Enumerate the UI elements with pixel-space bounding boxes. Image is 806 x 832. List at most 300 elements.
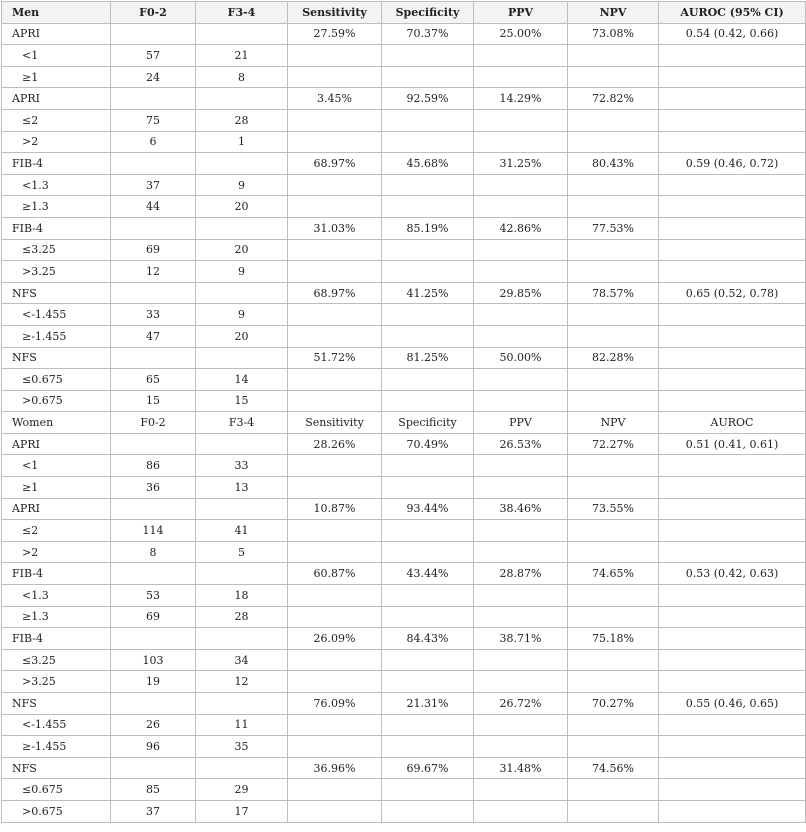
index-label-cell: FIB-4 (2, 563, 111, 585)
value-cell: 25.00% (474, 23, 568, 45)
value-cell: 85 (111, 779, 196, 801)
cutoff-label-cell: ≥-1.455 (2, 325, 111, 347)
table-row (2, 23, 806, 45)
value-cell (382, 779, 474, 801)
value-cell (474, 261, 568, 283)
index-label-cell: FIB-4 (2, 628, 111, 650)
value-cell: 19 (111, 671, 196, 693)
value-cell: 57 (111, 45, 196, 67)
value-cell (196, 433, 288, 455)
value-cell (288, 325, 382, 347)
value-cell: 15 (111, 390, 196, 412)
value-cell (568, 66, 659, 88)
value-cell (474, 109, 568, 131)
value-cell: 69.67% (382, 757, 474, 779)
value-cell (382, 800, 474, 822)
header-cell: Sensitivity (288, 2, 382, 24)
header-cell: PPV (474, 2, 568, 24)
index-label-cell: NFS (2, 282, 111, 304)
subheader-cell: Sensitivity (288, 412, 382, 434)
header-cell: Men (2, 2, 111, 24)
value-cell: 21 (196, 45, 288, 67)
value-cell (196, 153, 288, 175)
value-cell (111, 563, 196, 585)
table-row (2, 153, 806, 175)
value-cell: 72.82% (568, 88, 659, 110)
value-cell (288, 606, 382, 628)
value-cell (196, 217, 288, 239)
cutoff-label-cell: <-1.455 (2, 304, 111, 326)
value-cell (382, 606, 474, 628)
table-row (2, 498, 806, 520)
value-cell (382, 390, 474, 412)
value-cell: 31.48% (474, 757, 568, 779)
value-cell (196, 757, 288, 779)
value-cell (568, 649, 659, 671)
value-cell: 68.97% (288, 153, 382, 175)
table-row (2, 217, 806, 239)
table-row (2, 455, 806, 477)
index-label-cell: APRI (2, 23, 111, 45)
value-cell: 82.28% (568, 347, 659, 369)
table-row (2, 196, 806, 218)
value-cell: 24 (111, 66, 196, 88)
value-cell (111, 282, 196, 304)
value-cell (111, 88, 196, 110)
value-cell (288, 477, 382, 499)
value-cell (659, 606, 806, 628)
cutoff-label-cell: ≤3.25 (2, 649, 111, 671)
women-header-section (2, 412, 806, 434)
value-cell (659, 174, 806, 196)
value-cell (382, 109, 474, 131)
value-cell: 60.87% (288, 563, 382, 585)
value-cell (659, 196, 806, 218)
value-cell (659, 585, 806, 607)
value-cell (382, 196, 474, 218)
value-cell (568, 304, 659, 326)
value-cell (568, 585, 659, 607)
value-cell: 29.85% (474, 282, 568, 304)
cutoff-label-cell: ≤3.25 (2, 239, 111, 261)
table-row (2, 757, 806, 779)
value-cell (474, 304, 568, 326)
value-cell: 38.46% (474, 498, 568, 520)
value-cell (288, 109, 382, 131)
index-label-cell: APRI (2, 88, 111, 110)
cutoff-label-cell: ≥1.3 (2, 606, 111, 628)
value-cell: 65 (111, 369, 196, 391)
value-cell (382, 369, 474, 391)
value-cell: 41.25% (382, 282, 474, 304)
value-cell: 27.59% (288, 23, 382, 45)
value-cell (382, 131, 474, 153)
cutoff-label-cell: ≥1 (2, 477, 111, 499)
value-cell: 42.86% (474, 217, 568, 239)
table-row (2, 649, 806, 671)
header-cell: NPV (568, 2, 659, 24)
value-cell (659, 714, 806, 736)
value-cell (474, 800, 568, 822)
value-cell (382, 541, 474, 563)
value-cell (474, 541, 568, 563)
value-cell: 13 (196, 477, 288, 499)
value-cell: 29 (196, 779, 288, 801)
table-row (2, 239, 806, 261)
value-cell: 74.65% (568, 563, 659, 585)
value-cell (111, 217, 196, 239)
value-cell: 15 (196, 390, 288, 412)
value-cell (196, 628, 288, 650)
table-row (2, 109, 806, 131)
value-cell: 70.27% (568, 693, 659, 715)
table-row (2, 261, 806, 283)
value-cell (288, 239, 382, 261)
value-cell (659, 455, 806, 477)
cutoff-label-cell: >3.25 (2, 671, 111, 693)
value-cell: 73.08% (568, 23, 659, 45)
value-cell: 36 (111, 477, 196, 499)
value-cell (659, 45, 806, 67)
header-cell: F0-2 (111, 2, 196, 24)
value-cell: 1 (196, 131, 288, 153)
cutoff-label-cell: ≥1 (2, 66, 111, 88)
value-cell: 92.59% (382, 88, 474, 110)
table-row (2, 325, 806, 347)
value-cell: 0.59 (0.46, 0.72) (659, 153, 806, 175)
value-cell (568, 174, 659, 196)
value-cell (474, 196, 568, 218)
men-section (2, 23, 806, 412)
value-cell (288, 736, 382, 758)
value-cell (196, 88, 288, 110)
value-cell (568, 131, 659, 153)
value-cell (196, 347, 288, 369)
value-cell: 50.00% (474, 347, 568, 369)
value-cell (288, 455, 382, 477)
value-cell (568, 109, 659, 131)
value-cell (568, 455, 659, 477)
value-cell (659, 671, 806, 693)
value-cell: 31.03% (288, 217, 382, 239)
cutoff-label-cell: >0.675 (2, 800, 111, 822)
value-cell: 37 (111, 800, 196, 822)
table-row (2, 671, 806, 693)
value-cell: 26 (111, 714, 196, 736)
value-cell: 93.44% (382, 498, 474, 520)
table-row (2, 88, 806, 110)
value-cell (659, 520, 806, 542)
value-cell: 8 (111, 541, 196, 563)
value-cell: 45.68% (382, 153, 474, 175)
value-cell (659, 347, 806, 369)
table-row (2, 585, 806, 607)
value-cell (111, 498, 196, 520)
value-cell: 76.09% (288, 693, 382, 715)
value-cell (474, 66, 568, 88)
cutoff-label-cell: ≤0.675 (2, 779, 111, 801)
value-cell (474, 174, 568, 196)
cutoff-label-cell: <1 (2, 455, 111, 477)
value-cell (196, 23, 288, 45)
cutoff-label-cell: <-1.455 (2, 714, 111, 736)
value-cell: 0.53 (0.42, 0.63) (659, 563, 806, 585)
value-cell (382, 261, 474, 283)
value-cell (474, 45, 568, 67)
subheader-cell: PPV (474, 412, 568, 434)
value-cell (288, 45, 382, 67)
value-cell: 14.29% (474, 88, 568, 110)
cutoff-label-cell: >2 (2, 541, 111, 563)
value-cell: 17 (196, 800, 288, 822)
value-cell (382, 66, 474, 88)
value-cell: 72.27% (568, 433, 659, 455)
table-row (2, 477, 806, 499)
value-cell: 85.19% (382, 217, 474, 239)
table-row (2, 347, 806, 369)
value-cell (474, 477, 568, 499)
table-row (2, 174, 806, 196)
value-cell (659, 628, 806, 650)
value-cell (474, 369, 568, 391)
value-cell: 28 (196, 606, 288, 628)
value-cell: 34 (196, 649, 288, 671)
index-label-cell: APRI (2, 433, 111, 455)
value-cell (568, 325, 659, 347)
value-cell: 12 (196, 671, 288, 693)
value-cell (288, 66, 382, 88)
cutoff-label-cell: ≤2 (2, 520, 111, 542)
value-cell (288, 196, 382, 218)
value-cell: 75.18% (568, 628, 659, 650)
value-cell (288, 779, 382, 801)
value-cell (474, 325, 568, 347)
value-cell: 31.25% (474, 153, 568, 175)
table-row (2, 390, 806, 412)
index-label-cell: APRI (2, 498, 111, 520)
value-cell (659, 239, 806, 261)
table-row (2, 779, 806, 801)
value-cell (474, 390, 568, 412)
value-cell (111, 757, 196, 779)
value-cell: 9 (196, 261, 288, 283)
value-cell: 73.55% (568, 498, 659, 520)
value-cell (659, 736, 806, 758)
value-cell (382, 455, 474, 477)
value-cell (111, 628, 196, 650)
value-cell (111, 433, 196, 455)
value-cell: 35 (196, 736, 288, 758)
value-cell (568, 45, 659, 67)
value-cell: 28 (196, 109, 288, 131)
value-cell (382, 671, 474, 693)
value-cell (382, 477, 474, 499)
value-cell (288, 671, 382, 693)
value-cell (568, 714, 659, 736)
value-cell (382, 45, 474, 67)
value-cell (568, 520, 659, 542)
value-cell (382, 239, 474, 261)
value-cell (474, 779, 568, 801)
table-row (2, 520, 806, 542)
cutoff-label-cell: ≤2 (2, 109, 111, 131)
value-cell (288, 390, 382, 412)
value-cell: 33 (196, 455, 288, 477)
value-cell: 68.97% (288, 282, 382, 304)
cutoff-label-cell: <1 (2, 45, 111, 67)
value-cell: 53 (111, 585, 196, 607)
value-cell (382, 520, 474, 542)
table-row (2, 282, 806, 304)
cutoff-label-cell: ≥-1.455 (2, 736, 111, 758)
value-cell (659, 541, 806, 563)
table-row (2, 131, 806, 153)
value-cell (659, 498, 806, 520)
value-cell (382, 174, 474, 196)
value-cell (568, 800, 659, 822)
value-cell: 9 (196, 304, 288, 326)
value-cell: 81.25% (382, 347, 474, 369)
value-cell: 26.72% (474, 693, 568, 715)
women-section (2, 433, 806, 822)
value-cell (568, 390, 659, 412)
value-cell: 20 (196, 196, 288, 218)
value-cell: 74.56% (568, 757, 659, 779)
subheader-cell: Women (2, 412, 111, 434)
value-cell: 96 (111, 736, 196, 758)
value-cell (111, 347, 196, 369)
value-cell: 12 (111, 261, 196, 283)
value-cell: 20 (196, 325, 288, 347)
value-cell (659, 88, 806, 110)
value-cell: 28.26% (288, 433, 382, 455)
value-cell: 21.31% (382, 693, 474, 715)
value-cell (474, 671, 568, 693)
women-header-row (2, 412, 806, 434)
value-cell: 0.55 (0.46, 0.65) (659, 693, 806, 715)
value-cell (568, 196, 659, 218)
value-cell (288, 174, 382, 196)
value-cell (659, 757, 806, 779)
value-cell (474, 606, 568, 628)
value-cell: 75 (111, 109, 196, 131)
table-header-row (2, 2, 806, 24)
index-label-cell: FIB-4 (2, 153, 111, 175)
value-cell (474, 455, 568, 477)
table-row (2, 606, 806, 628)
value-cell: 6 (111, 131, 196, 153)
table-row (2, 433, 806, 455)
value-cell (659, 477, 806, 499)
subheader-cell: NPV (568, 412, 659, 434)
value-cell (288, 520, 382, 542)
value-cell (568, 606, 659, 628)
header-cell: AUROC (95% CI) (659, 2, 806, 24)
header-cell: Specificity (382, 2, 474, 24)
cutoff-label-cell: >2 (2, 131, 111, 153)
table-row (2, 800, 806, 822)
value-cell: 0.51 (0.41, 0.61) (659, 433, 806, 455)
value-cell: 44 (111, 196, 196, 218)
value-cell: 0.65 (0.52, 0.78) (659, 282, 806, 304)
value-cell (659, 369, 806, 391)
value-cell (659, 390, 806, 412)
value-cell (659, 779, 806, 801)
table-row (2, 693, 806, 715)
value-cell: 26.09% (288, 628, 382, 650)
value-cell (382, 714, 474, 736)
value-cell (382, 736, 474, 758)
value-cell (659, 66, 806, 88)
value-cell: 70.49% (382, 433, 474, 455)
value-cell (474, 714, 568, 736)
value-cell: 43.44% (382, 563, 474, 585)
value-cell: 11 (196, 714, 288, 736)
value-cell (288, 541, 382, 563)
value-cell: 26.53% (474, 433, 568, 455)
cutoff-label-cell: >0.675 (2, 390, 111, 412)
value-cell (111, 153, 196, 175)
value-cell (288, 261, 382, 283)
value-cell: 69 (111, 239, 196, 261)
value-cell: 3.45% (288, 88, 382, 110)
value-cell (659, 109, 806, 131)
value-cell (568, 239, 659, 261)
header-cell: F3-4 (196, 2, 288, 24)
value-cell (659, 261, 806, 283)
value-cell: 86 (111, 455, 196, 477)
table-row (2, 369, 806, 391)
value-cell (382, 649, 474, 671)
value-cell: 36.96% (288, 757, 382, 779)
value-cell: 33 (111, 304, 196, 326)
value-cell (111, 23, 196, 45)
cutoff-label-cell: >3.25 (2, 261, 111, 283)
value-cell: 28.87% (474, 563, 568, 585)
value-cell (288, 800, 382, 822)
cutoff-label-cell: ≤0.675 (2, 369, 111, 391)
value-cell: 41 (196, 520, 288, 542)
value-cell: 20 (196, 239, 288, 261)
value-cell: 103 (111, 649, 196, 671)
value-cell: 51.72% (288, 347, 382, 369)
value-cell (568, 779, 659, 801)
value-cell (111, 693, 196, 715)
value-cell (568, 541, 659, 563)
value-cell (382, 325, 474, 347)
value-cell (196, 563, 288, 585)
value-cell (659, 304, 806, 326)
value-cell: 9 (196, 174, 288, 196)
value-cell (196, 498, 288, 520)
value-cell: 8 (196, 66, 288, 88)
value-cell (474, 239, 568, 261)
value-cell (659, 131, 806, 153)
table-row (2, 304, 806, 326)
value-cell: 114 (111, 520, 196, 542)
value-cell: 80.43% (568, 153, 659, 175)
value-cell: 18 (196, 585, 288, 607)
value-cell (568, 261, 659, 283)
value-cell (474, 131, 568, 153)
value-cell (382, 585, 474, 607)
value-cell: 10.87% (288, 498, 382, 520)
value-cell (288, 369, 382, 391)
subheader-cell: F3-4 (196, 412, 288, 434)
index-label-cell: NFS (2, 757, 111, 779)
value-cell (659, 800, 806, 822)
cutoff-label-cell: <1.3 (2, 585, 111, 607)
